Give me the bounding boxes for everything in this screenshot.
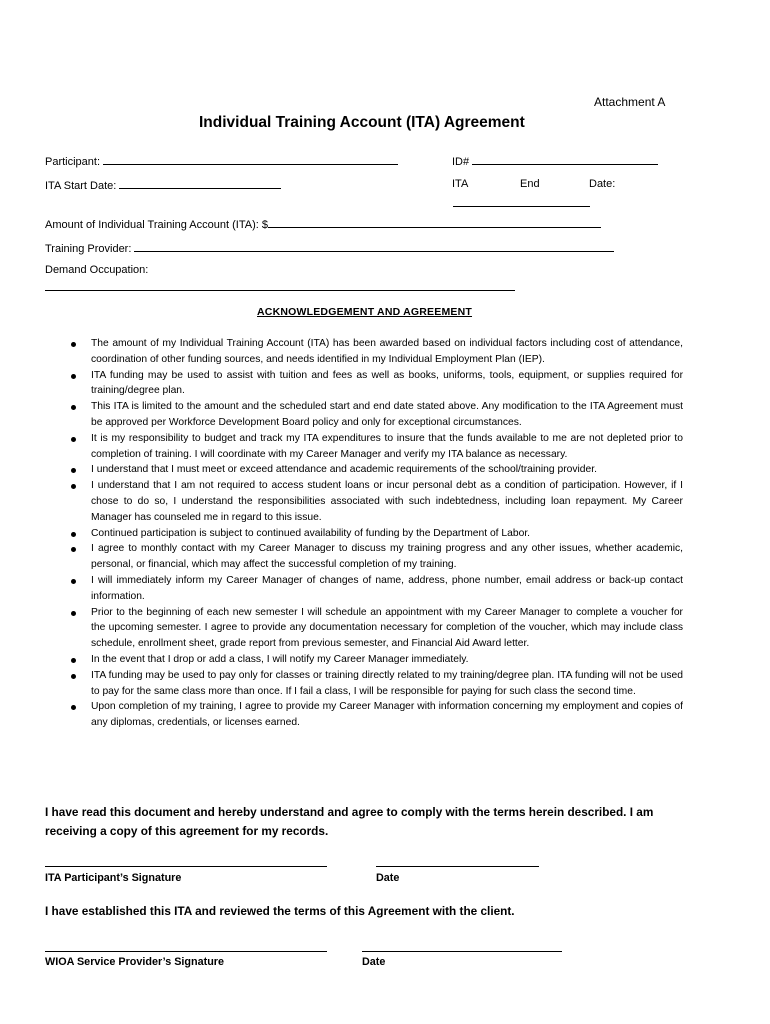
list-item: ITA funding may be used to assist with tuition and fees as well as books, uniforms, tools, equipment, or supplies required for training/degree plan. <box>71 368 683 400</box>
list-item: I will immediately inform my Career Manager of changes of name, address, phone number, email address or back-up contact information. <box>71 573 683 605</box>
ita-start-label: ITA Start Date: <box>45 180 117 192</box>
list-item: I understand that I must meet or exceed attendance and academic requirements of the school/training provider. <box>71 462 683 478</box>
bullet-icon <box>71 611 76 616</box>
provider-field <box>45 241 614 255</box>
list-item: Continued participation is subject to continued availability of funding by the Department of Labor. <box>71 526 683 542</box>
document-title: Individual Training Account (ITA) Agreement <box>199 114 525 131</box>
provider-signature-line[interactable] <box>45 951 327 952</box>
amount-currency: $ <box>261 219 268 231</box>
bullet-icon <box>71 705 76 710</box>
bullet-icon <box>71 547 76 552</box>
list-item: ITA funding may be used to pay only for classes or training directly related to my training/degree plan. ITA funding will not be used to pay for the same class more than once. If I fail a class, I will be responsible for paying for such class the second time. <box>71 668 683 700</box>
list-item: I understand that I am not required to access student loans or incur personal debt as a condition of participation. However, if I chose to do so, I understand the responsibilities associated with such indebtedness, including loan repayment. My Career Manager has counseled me in regard to this issue. <box>71 478 683 525</box>
date-label: Date: <box>589 178 616 190</box>
participant-date-line[interactable] <box>376 866 539 867</box>
demand-occupation-label: Demand Occupation: <box>45 264 149 276</box>
id-field <box>452 154 658 168</box>
amount-label: Amount of Individual Training Account (ITA): <box>45 219 259 231</box>
provider-statement: I have established this ITA and reviewed the terms of this Agreement with the client. <box>45 904 515 918</box>
bullet-icon <box>71 468 76 473</box>
demand-occupation-input-line[interactable] <box>45 290 515 291</box>
list-item: In the event that I drop or add a class, I will notify my Career Manager immediately. <box>71 652 683 668</box>
participant-label: Participant: <box>45 156 101 168</box>
end-label: End <box>520 178 540 190</box>
provider-date-line[interactable] <box>362 951 562 952</box>
id-input-line[interactable] <box>472 154 658 165</box>
bullet-icon <box>71 437 76 442</box>
ita-end-input-line[interactable] <box>453 206 590 207</box>
bullet-icon <box>71 579 76 584</box>
list-item: The amount of my Individual Training Account (ITA) has been awarded based on individual factors including cost of attendance, coordination of other funding sources, and needs identified in my Individual Employment Plan (IEP). <box>71 336 683 368</box>
list-item: Prior to the beginning of each new semester I will schedule an appointment with my Career Manager to complete a voucher for the upcoming semester. I agree to provide any documentation necessary for completion of the voucher, which may include class schedule, enrollment sheet, grade report from previous semester, and Financial Aid Award letter. <box>71 605 683 652</box>
amount-input-line[interactable] <box>268 217 601 228</box>
list-item: Upon completion of my training, I agree to provide my Career Manager with information concerning my employment and copies of any diplomas, credentials, or licenses earned. <box>71 699 683 731</box>
bullet-icon <box>71 484 76 489</box>
list-item: It is my responsibility to budget and track my ITA expenditures to insure that the funds available to me are not depleted prior to completion of training. I will coordinate with my Career Manager and verify my ITA balance as necessary. <box>71 431 683 463</box>
provider-input-line[interactable] <box>134 241 614 252</box>
bullet-icon <box>71 374 76 379</box>
bullet-icon <box>71 658 76 663</box>
acknowledgement-list <box>71 336 683 731</box>
participant-statement: I have read this document and hereby understand and agree to comply with the terms herein described. I am receiving a copy of this agreement for my records. <box>45 805 654 838</box>
participant-input-line[interactable] <box>103 154 398 165</box>
id-label: ID# <box>452 156 470 168</box>
provider-label: Training Provider: <box>45 243 132 255</box>
participant-field <box>45 154 398 168</box>
ita-start-field <box>45 178 281 192</box>
acknowledgement-heading: ACKNOWLEDGEMENT AND AGREEMENT <box>257 306 473 318</box>
participant-signature-line[interactable] <box>45 866 327 867</box>
ita-start-input-line[interactable] <box>119 178 281 189</box>
provider-date-label: Date <box>362 956 386 968</box>
bullet-icon <box>71 674 76 679</box>
participant-date-label: Date <box>376 872 400 884</box>
participant-signature-label: ITA Participant’s Signature <box>45 872 182 884</box>
bullet-icon <box>71 405 76 410</box>
amount-field <box>45 217 601 231</box>
list-item: This ITA is limited to the amount and the scheduled start and end date stated above. Any modification to the ITA Agreement must be approved per Workforce Development Board policy and only for exceptional circumstances. <box>71 399 683 431</box>
list-item: I agree to monthly contact with my Career Manager to discuss my training progress and any other issues, whether academic, personal, or financial, which may affect the successful completion of my training. <box>71 541 683 573</box>
bullet-icon <box>71 342 76 347</box>
bullet-icon <box>71 532 76 537</box>
attachment-label: Attachment A <box>594 95 666 109</box>
provider-signature-label: WIOA Service Provider’s Signature <box>45 956 225 968</box>
ita-end-label: ITA <box>452 178 469 190</box>
